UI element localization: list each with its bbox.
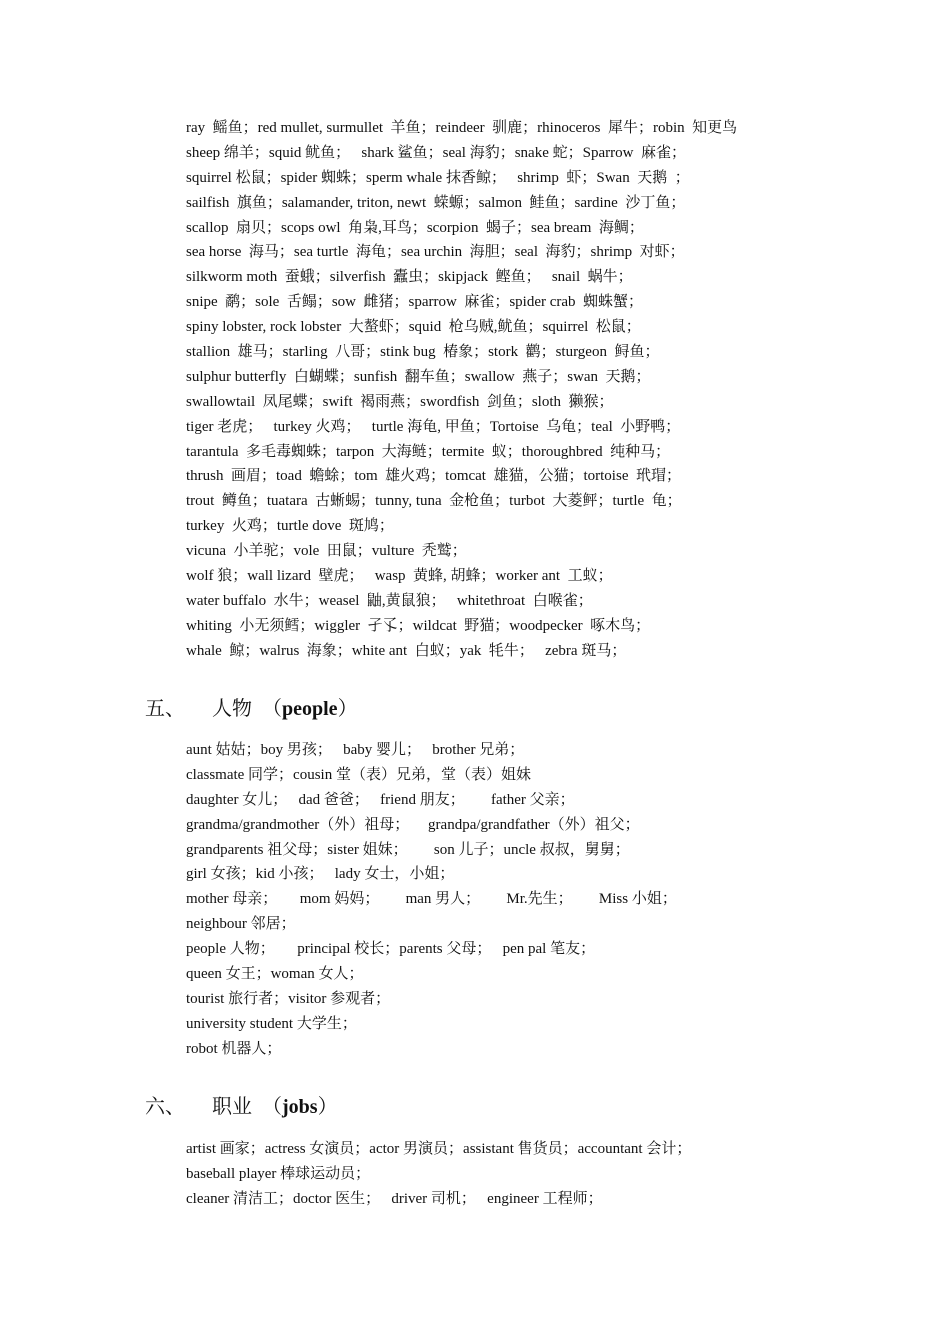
vocab-line: aunt 姑姑；boy 男孩； baby 婴儿； brother 兄弟； [186, 742, 525, 758]
paren-close: ） [317, 1096, 338, 1118]
section-title-en: jobs [282, 1096, 318, 1118]
vocab-line: ray 鳐鱼；red mullet, surmullet 羊鱼；reindeer 驯鹿；rhinoceros 犀牛；robin 知更鸟 [186, 120, 738, 136]
section-number: 五、 [145, 698, 185, 720]
section-title-cn: 人物 [212, 698, 252, 720]
jobs-vocabulary-list [186, 1137, 886, 1212]
vocab-line: thrush 画眉；toad 蟾蜍；tom 雄火鸡；tomcat 雄猫，公猫；tortoise 玳瑁； [186, 468, 681, 485]
vocab-line: grandparents 祖父母；sister 姐妹； son 儿子；uncle 叔叔，舅舅； [186, 841, 630, 858]
vocab-line: tarantula 多毛毒蜘蛛；tarpon 大海鲢；termite 蚁；thoroughbred 纯种马； [186, 443, 671, 460]
vocab-line: classmate 同学；cousin 堂（表）兄弟，堂（表）姐妹 [186, 766, 531, 783]
vocab-line: girl 女孩；kid 小孩； lady 女士，小姐； [186, 866, 455, 883]
vocab-line: queen 女王；woman 女人； [186, 966, 364, 983]
vocab-line: stallion 雄马；starling 八哥；stink bug 椿象；stork 鹳；sturgeon 鲟鱼； [186, 344, 660, 361]
vocab-line: silkworm moth 蚕蛾；silverfish 蠹虫；skipjack 鲣鱼； snail 蜗牛； [186, 269, 633, 286]
vocab-line: vicuna 小羊驼；vole 田鼠；vulture 秃鹫； [186, 543, 467, 560]
vocab-line: robot 机器人； [186, 1040, 282, 1057]
vocab-line: wolf 狼；wall lizard 壁虎； wasp 黄蜂, 胡蜂；worker ant 工蚁； [186, 568, 613, 585]
paren-open: （ [262, 1096, 282, 1118]
vocab-line: whale 鲸；walrus 海象；white ant 白蚁；yak 牦牛； zebra 斑马； [186, 642, 627, 659]
vocab-line: scallop 扇贝；scops owl 角枭,耳鸟；scorpion 蝎子；sea bream 海鲷； [186, 219, 644, 236]
vocab-line: tourist 旅行者；visitor 参观者； [186, 990, 391, 1007]
vocab-line: daughter 女儿； dad 爸爸； friend 朋友； father 父亲； [186, 791, 575, 808]
section-heading-jobs [145, 1092, 745, 1122]
vocab-line: squirrel 松鼠；spider 蜘蛛；sperm whale 抹香鲸； shrimp 虾；Swan 天鹅 ； [186, 169, 690, 186]
vocab-line: mother 母亲； mom 妈妈； man 男人； Mr.先生； Miss 小姐； [186, 891, 677, 908]
paren-open: （ [262, 698, 282, 720]
vocab-line: water buffalo 水牛；weasel 鼬,黄鼠狼； whitethroat 白喉雀； [186, 592, 593, 609]
vocab-line: trout 鳟鱼；tuatara 古蜥蜴；tunny, tuna 金枪鱼；turbot 大菱鲆；turtle 龟； [186, 493, 682, 510]
animals-vocabulary-list [186, 116, 886, 664]
vocab-line: sea horse 海马；sea turtle 海龟；sea urchin 海胆；seal 海豹；shrimp 对虾； [186, 244, 685, 261]
vocab-line: sailfish 旗鱼；salamander, triton, newt 蝾螈；salmon 鲑鱼；sardine 沙丁鱼； [186, 194, 686, 211]
section-number: 六、 [145, 1096, 185, 1118]
vocab-line: neighbour 邻居； [186, 916, 296, 933]
vocab-line: turkey 火鸡；turtle dove 斑鸠； [186, 518, 394, 535]
people-vocabulary-list [186, 738, 886, 1062]
vocab-line: whiting 小无须鳕；wiggler 孑孓；wildcat 野猫；woodpecker 啄木鸟； [186, 617, 651, 634]
vocab-line: tiger 老虎； turkey 火鸡； turtle 海龟, 甲鱼；Tortoise 乌龟；teal 小野鸭； [186, 418, 681, 435]
vocab-line: spiny lobster, rock lobster 大螯虾；squid 枪乌贼,鱿鱼；squirrel 松鼠； [186, 319, 641, 336]
vocab-line: university student 大学生； [186, 1015, 357, 1032]
vocab-line: artist 画家；actress 女演员；actor 男演员；assistant 售货员；accountant 会计； [186, 1141, 692, 1157]
vocab-line: cleaner 清洁工；doctor 医生； driver 司机； engineer 工程师； [186, 1190, 603, 1207]
section-title-en: people [282, 698, 338, 720]
vocab-line: snipe 鹬；sole 舌鳎；sow 雌猪；sparrow 麻雀；spider crab 蜘蛛蟹； [186, 294, 644, 311]
vocab-line: baseball player 棒球运动员； [186, 1165, 371, 1182]
paren-close: ） [337, 698, 358, 720]
vocab-line: swallowtail 凤尾蝶；swift 褐雨燕；swordfish 剑鱼；sloth 獭猴； [186, 393, 614, 410]
vocab-line: people 人物； principal 校长；parents 父母； pen pal 笔友； [186, 941, 596, 958]
vocab-line: grandma/grandmother（外）祖母； grandpa/grandfather（外）祖父； [186, 816, 640, 833]
vocab-line: sheep 绵羊；squid 鱿鱼； shark 鲨鱼；seal 海豹；snake 蛇；Sparrow 麻雀； [186, 144, 686, 161]
vocab-line: sulphur butterfly 白蝴蝶；sunfish 翻车鱼；swallow 燕子；swan 天鹅； [186, 368, 651, 385]
section-heading-people [145, 694, 745, 724]
section-title-cn: 职业 [212, 1096, 252, 1118]
